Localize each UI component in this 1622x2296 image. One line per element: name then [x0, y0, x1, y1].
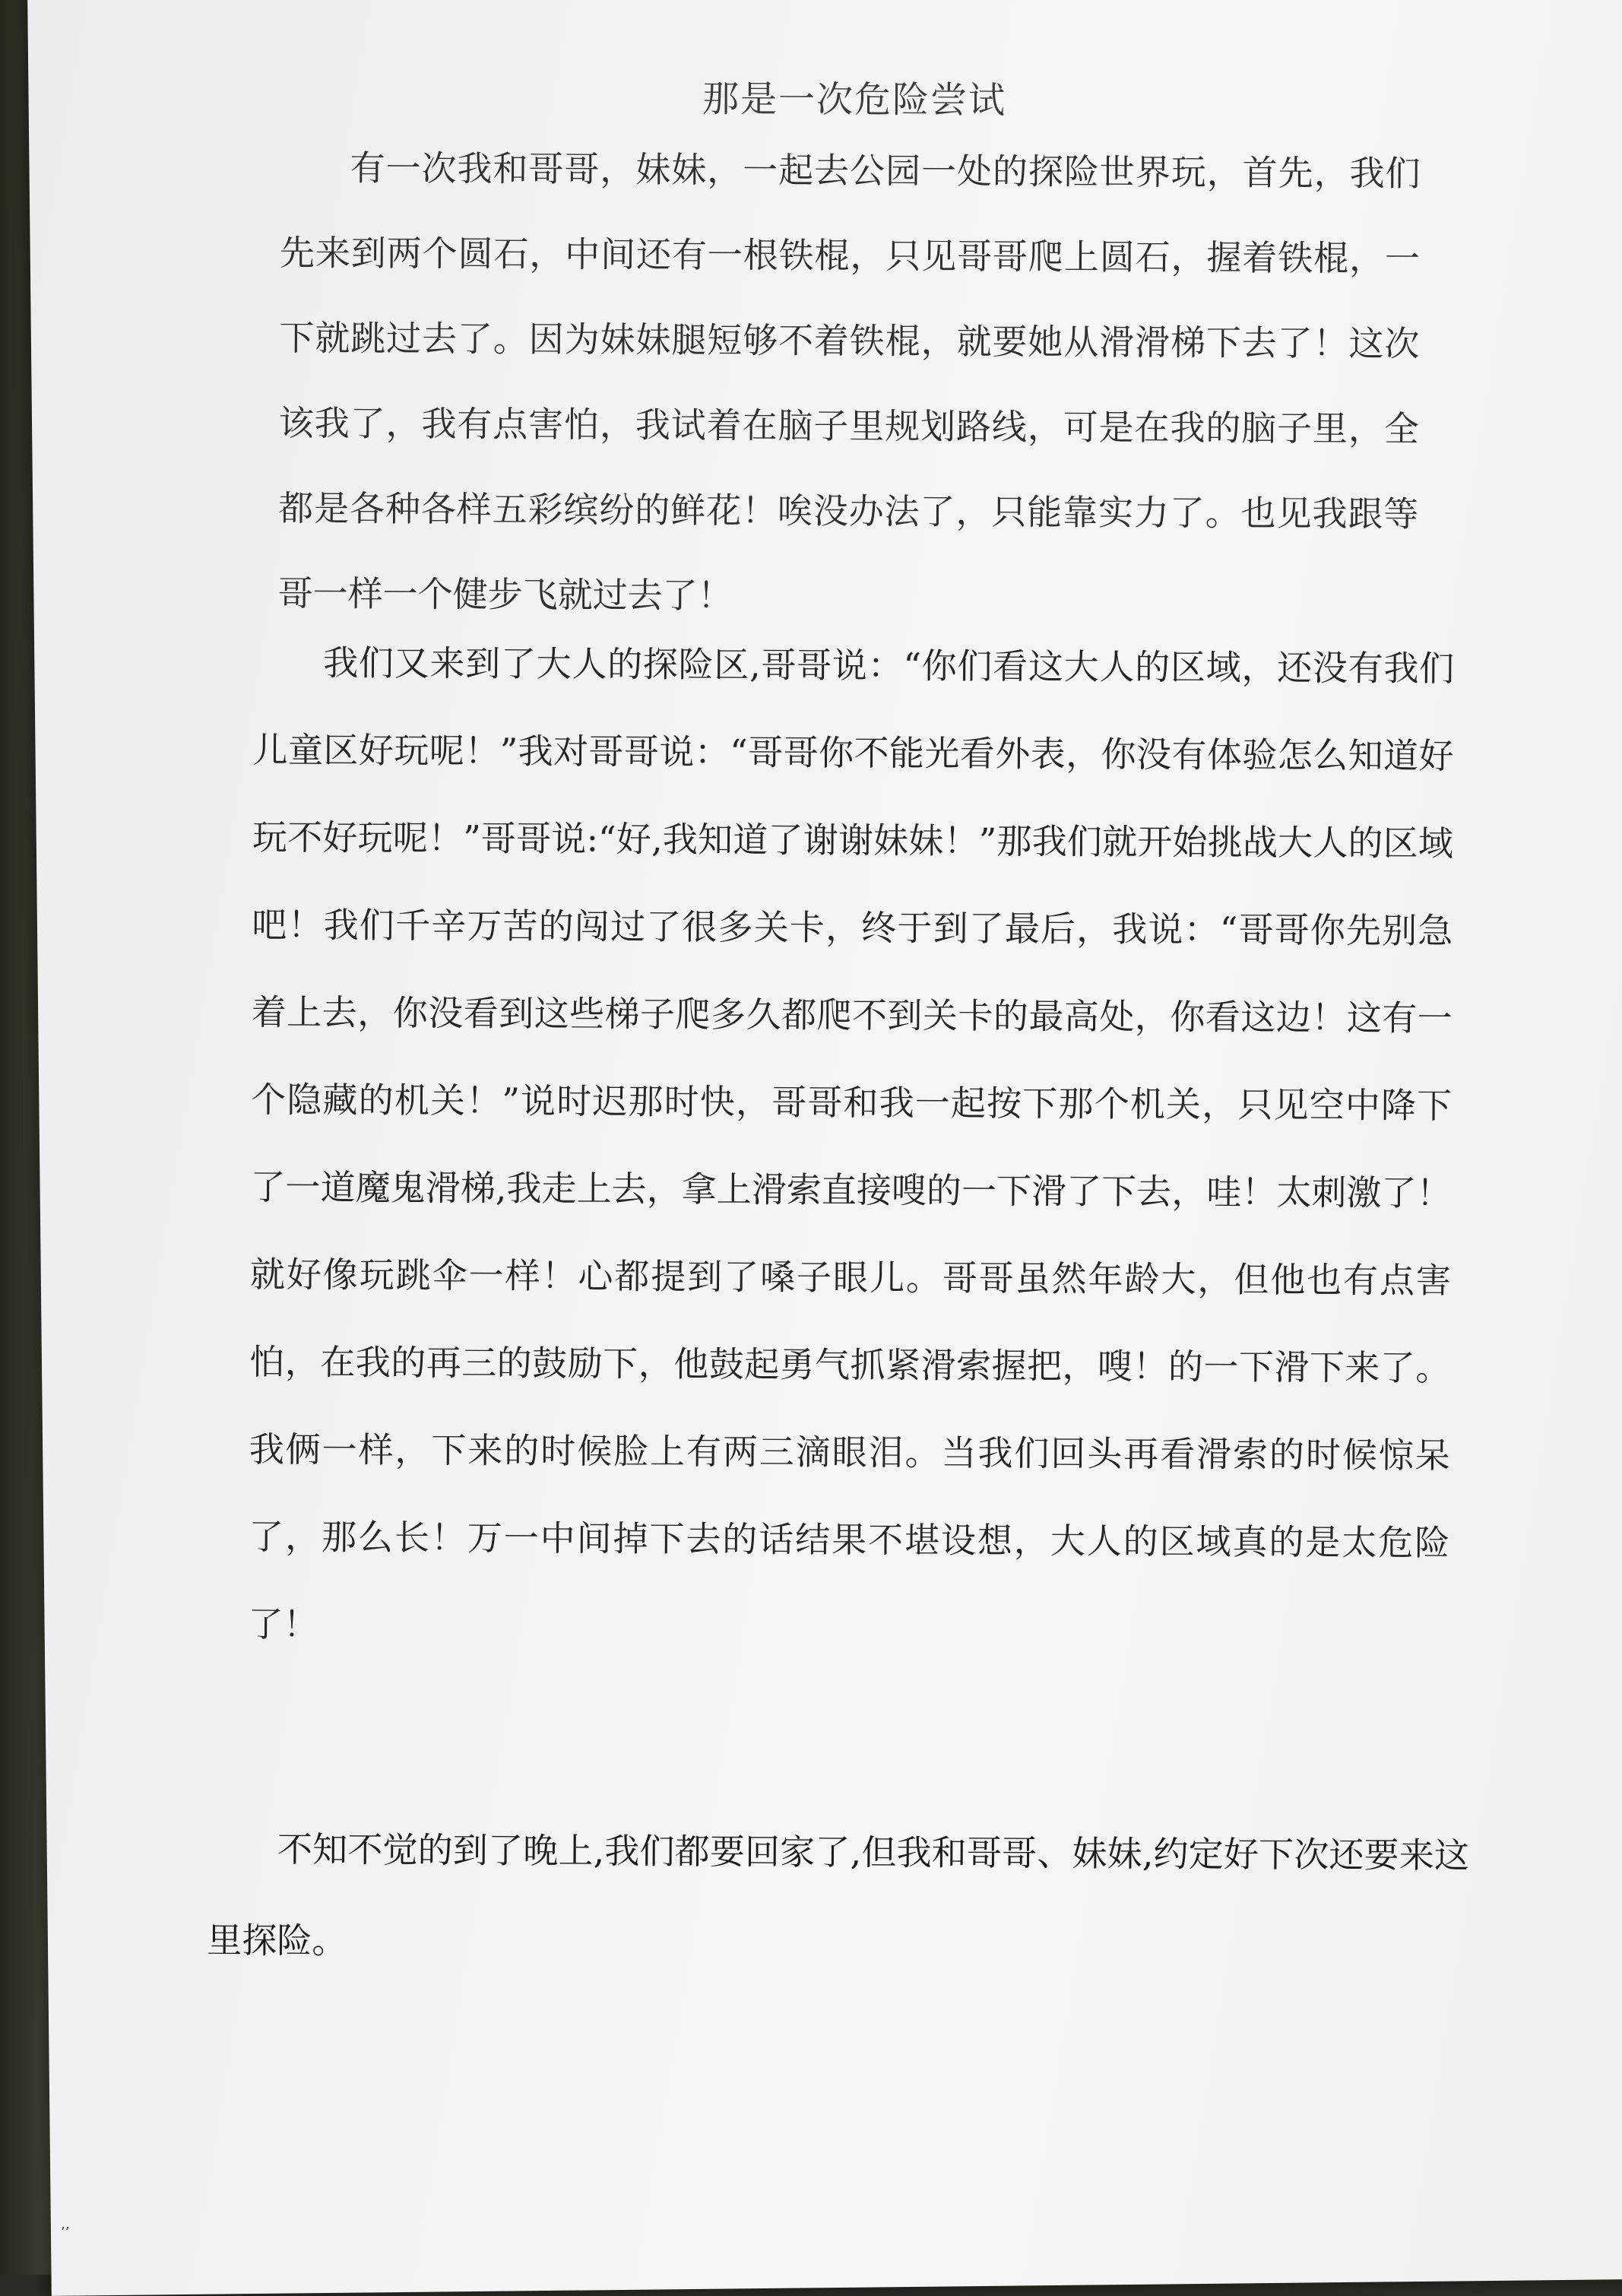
essay-title: 那是一次危险尝试 [702, 78, 1007, 122]
essay-text-block [32, 0, 1622, 2255]
corner-mark: ’’ [61, 2225, 70, 2241]
paper-sheet [27, 0, 1622, 2296]
paragraph-2: 我们又来到了大人的探险区,哥哥说：“你们看这大人的区域，还没有我们儿童区好玩呢！”我对哥哥说：“哥哥你不能光看外表，你没有体验怎么知道好玩不好玩呢！”哥哥说:“好,我知道了谢谢妹妹！”那我们就开始挑战大人的区域吧！我们千辛万苦的闯过了很多关卡，终于到了最后，我说：“哥哥你先别急着上去，你没看到这些梯子爬多久都爬不到关卡的最高处，你看这边！这有一个隐藏的机关！”说时迟那时快，哥哥和我一起按下那个机关，只见空中降下了一道魔鬼滑梯,我走上去，拿上滑索直接嗖的一下滑了下去，哇！太刺激了！就好像玩跳伞一样！心都提到了嗓子眼儿。哥哥虽然年龄大，但他也有点害怕，在我的再三的鼓励下，他鼓起勇气抓紧滑索握把，嗖！的一下滑下来了。我俩一样，下来的时候脸上有两三滴眼泪。当我们回头再看滑索的时候惊呆了，那么长！万一中间掉下去的话结果不堪设想，大人的区域真的是太危险了！ [248, 642, 1455, 1645]
paragraph-3: 不知不觉的到了晚上,我们都要回家了,但我和哥哥、妹妹,约定好下次还要来这里探险。 [207, 1828, 1470, 1961]
paragraph-1: 有一次我和哥哥，妹妹，一起去公园一处的探险世界玩，首先，我们先来到两个圆石，中间还有一根铁棍，只见哥哥爬上圆石，握着铁棍，一下就跳过去了。因为妹妹腿短够不着铁棍，就要她从滑滑梯下去了！这次该我了，我有点害怕，我试着在脑子里规划路线，可是在我的脑子里，全都是各种各样五彩缤纷的鲜花！唉没办法了，只能靠实力了。也见我跟等哥一样一个健步飞就过去了！ [277, 147, 1421, 617]
